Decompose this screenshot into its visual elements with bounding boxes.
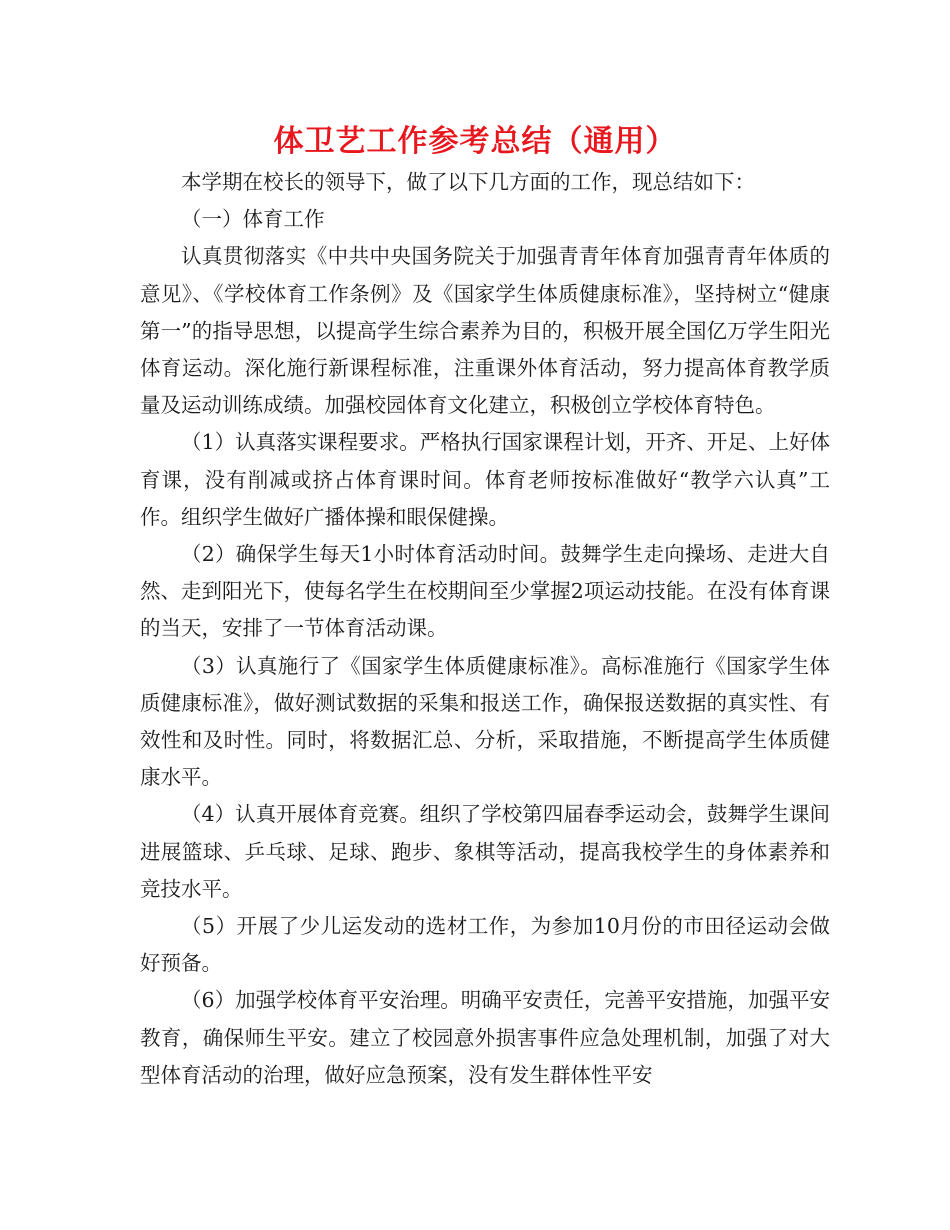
document-title: 体卫艺工作参考总结（通用） [273, 124, 677, 159]
document-body [140, 164, 830, 1094]
paragraph-item-1: （1）认真落实课程要求。严格执行国家课程计划，开齐、开足、上好体育课，没有削减或挤占体育课时间。体育老师按标准做好“教学六认真”工作。组织学生做好广播体操和眼保健操。 [140, 430, 830, 529]
intro-paragraph: 本学期在校长的领导下，做了以下几方面的工作，现总结如下： [181, 170, 755, 194]
section-heading-sports: （一）体育工作 [181, 207, 325, 232]
paragraph-item-6: （6）加强学校体育平安治理。明确平安责任，完善平安措施，加强平安教育，确保师生平安。建立了校园意外损害事件应急处理机制，加强了对大型体育活动的治理，做好应急预案，没有发生群体性平安 [140, 988, 830, 1087]
paragraph-item-4: （4）认真开展体育竞赛。组织了学校第四届春季运动会，鼓舞学生课间进展篮球、乒乓球、足球、跑步、象棋等活动，提高我校学生的身体素养和竞技水平。 [140, 802, 830, 901]
paragraph-item-5: （5）开展了少儿运发动的选材工作，为参加10月份的市田径运动会做好预备。 [140, 914, 830, 976]
paragraph-item-3: （3）认真施行了《国家学生体质健康标准》。高标准施行《国家学生体质健康标准》，做好测试数据的采集和报送工作，确保报送数据的真实性、有效性和及时性。同时，将数据汇总、分析，采取措施，不断提高学生体质健康水平。 [140, 653, 830, 790]
paragraph-sports-overview: 认真贯彻落实《中共中央国务院关于加强青青年体育加强青青年体质的意见》、《学校体育工作条例》及《国家学生体质健康标准》，坚持树立“健康第一”的指导思想，以提高学生综合素养为目的，积极开展全国亿万学生阳光体育运动。深化施行新课程标准，注重课外体育活动，努力提高体育教学质量及运动训练成绩。加强校园体育文化建立，积极创立学校体育特色。 [140, 244, 830, 418]
paragraph-item-2: （2）确保学生每天1小时体育活动时间。鼓舞学生走向操场、走进大自然、走到阳光下，使每名学生在校期间至少掌握2项运动技能。在没有体育课的当天，安排了一节体育活动课。 [140, 542, 830, 641]
